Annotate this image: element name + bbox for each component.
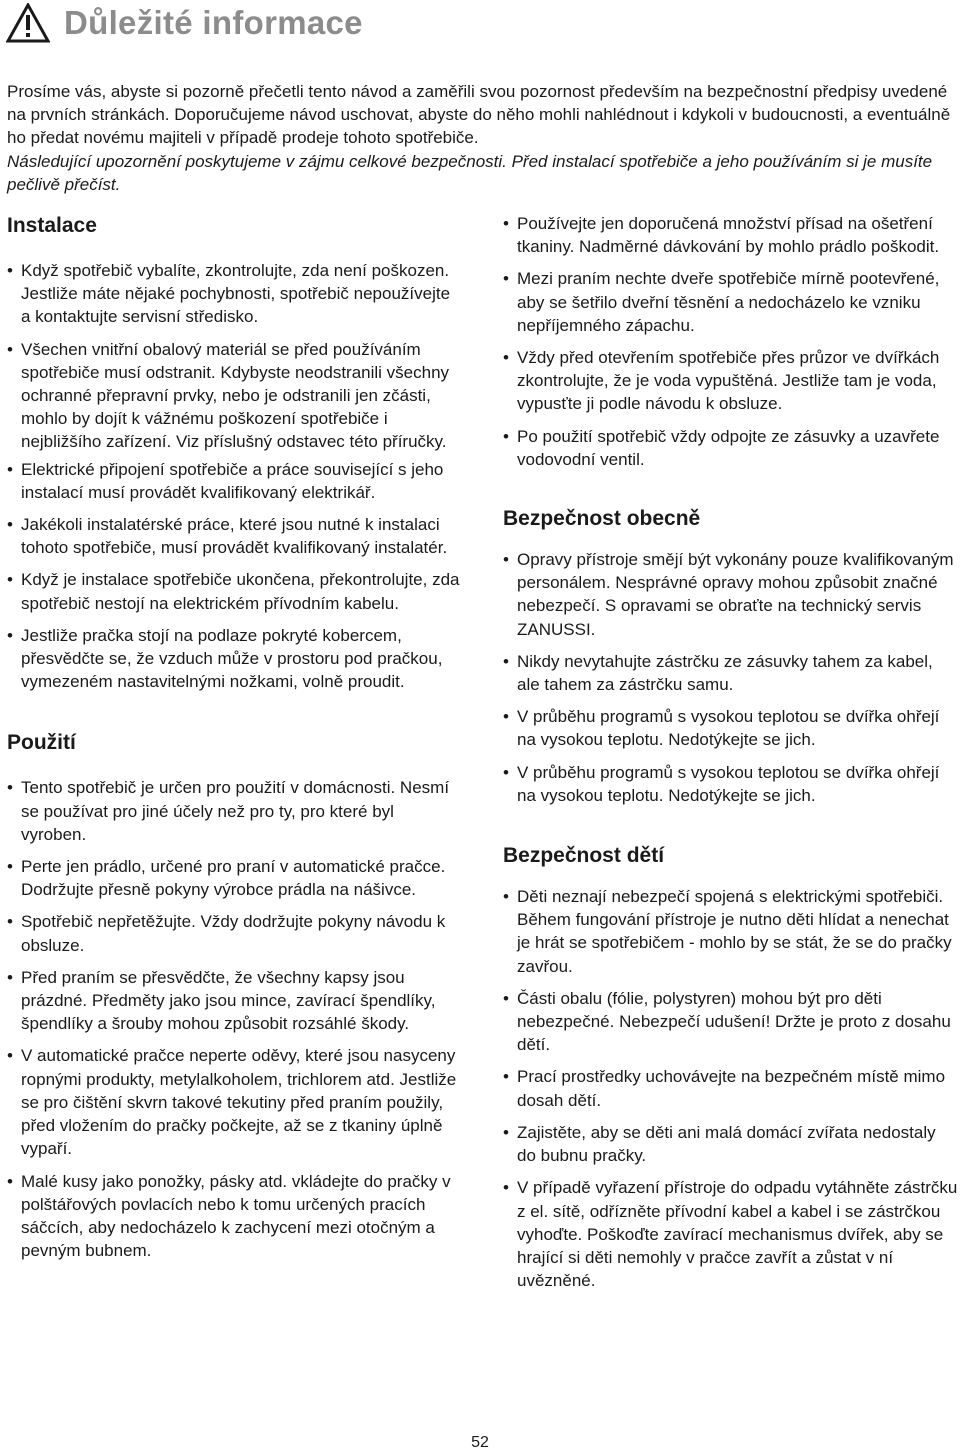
bullet: • bbox=[503, 988, 509, 1008]
bullet: • bbox=[503, 214, 509, 233]
page-title: Důležité informace bbox=[64, 4, 363, 41]
list-pouziti-continued bbox=[503, 212, 958, 471]
list-item-text: V průběhu programů s vysokou teplotou se dvířka ohřejí na vysokou teplotu. Nedotýkejte se jich. bbox=[517, 762, 940, 805]
list-item bbox=[7, 458, 462, 504]
bullet: • bbox=[503, 707, 509, 727]
list-item bbox=[503, 212, 958, 258]
section-heading-instalace: Instalace bbox=[7, 214, 97, 237]
list-item-text: Mezi praním nechte dveře spotřebiče mírně pootevřené, aby se šetřilo dveřní těsnění a nedocházelo ke vzniku nepříjemného zápachu. bbox=[517, 269, 940, 335]
bullet: • bbox=[7, 967, 13, 987]
list-item-text: Jakékoli instalatérské práce, které jsou nutné k instalaci tohoto spotřebiče, musí provádět kvalifikovaný instalatér. bbox=[21, 515, 448, 558]
list-item bbox=[503, 1121, 958, 1167]
list-item bbox=[7, 910, 462, 956]
bullet: • bbox=[503, 762, 509, 782]
bullet: • bbox=[503, 887, 509, 907]
list-item bbox=[7, 1044, 462, 1160]
bullet: • bbox=[503, 1178, 509, 1198]
bullet: • bbox=[503, 550, 509, 570]
list-item bbox=[503, 1065, 958, 1111]
bullet: • bbox=[7, 778, 13, 798]
bullet: • bbox=[7, 1046, 13, 1066]
list-item-text: Opravy přístroje smějí být vykonány pouze kvalifikovaným personálem. Nesprávné opravy mohou způsobit značné nebezpečí. S opravami se obraťte na technický servis ZANUSSI. bbox=[517, 550, 954, 639]
list-item-text: Když je instalace spotřebiče ukončena, překontrolujte, zda spotřebič nestojí na elektrickém přívodním kabelu. bbox=[21, 570, 460, 613]
right-column bbox=[503, 212, 958, 1301]
list-item-text: Zajistěte, aby se děti ani malá domácí zvířata nedostaly do bubnu pračky. bbox=[517, 1122, 936, 1166]
list-item-text: Když spotřebič vybalíte, zkontrolujte, zda není poškozen. Jestliže máte nějaké pochybnosti, spotřebič nepoužívejte a kontaktujte servisní středisko. bbox=[21, 261, 451, 327]
section-heading-bezpecnost-obecne: Bezpečnost obecně bbox=[503, 507, 701, 531]
section-heading-bezpecnost-deti: Bezpečnost dětí bbox=[503, 844, 665, 868]
list-instalace bbox=[7, 259, 462, 693]
list-item bbox=[7, 1170, 462, 1263]
list-item-text: Vždy před otevřením spotřebiče přes průzor ve dvířkách zkontrolujte, že je voda vypuštěná. Jestliže tam je voda, vypusťte ji podle návodu k obsluze. bbox=[517, 348, 940, 414]
list-item-text: Jestliže pračka stojí na podlaze pokryté kobercem, přesvědčte se, že vzduch může v prostoru pod pračkou, vymezeném nastavitelnými nožkami, volně proudit. bbox=[21, 625, 443, 692]
bullet: • bbox=[7, 570, 13, 590]
bullet: • bbox=[503, 1067, 509, 1087]
list-item bbox=[503, 1176, 958, 1292]
list-item bbox=[7, 624, 462, 694]
list-item bbox=[7, 966, 462, 1036]
list-item-text: Nikdy nevytahujte zástrčku ze zásuvky tahem za kabel, ale tahem za zástrčku samu. bbox=[517, 651, 933, 695]
bullet: • bbox=[7, 515, 13, 535]
list-item bbox=[503, 548, 958, 641]
list-item bbox=[7, 513, 462, 559]
list-item-text: Po použití spotřebič vždy odpojte ze zásuvky a uzavřete vodovodní ventil. bbox=[517, 426, 940, 469]
list-item-text: Děti neznají nebezpečí spojená s elektrickými spotřebiči. Během fungování přístroje je nutno děti hlídat a nenechat je hrát se spotřebičem - mohlo by se stát, že se do pračky zavřou. bbox=[517, 887, 952, 976]
list-bezpecnost-deti bbox=[503, 885, 958, 1292]
intro bbox=[7, 80, 957, 196]
list-item-text: Prací prostředky uchovávejte na bezpečném místě mimo dosah dětí. bbox=[517, 1067, 946, 1110]
page-number: 52 bbox=[471, 1434, 489, 1451]
list-item-text: Používejte jen doporučená množství přísad na ošetření tkaniny. Nadměrné dávkování by mohlo prádlo poškodit. bbox=[517, 214, 940, 257]
list-item bbox=[503, 705, 958, 751]
bullet: • bbox=[7, 339, 13, 359]
list-item-text: Perte jen prádlo, určené pro praní v automatické pračce. Dodržujte přesně pokyny výrobce prádla na nášivce. bbox=[21, 857, 446, 900]
list-pouziti bbox=[7, 776, 462, 1262]
list-item-text: Elektrické připojení spotřebiče a práce související s jeho instalací musí provádět kvalifikovaný elektrikář. bbox=[21, 459, 444, 502]
list-item bbox=[503, 987, 958, 1057]
bullet: • bbox=[7, 261, 13, 280]
list-item-text: V případě vyřazení přístroje do odpadu vytáhněte zástrčku z el. sítě, odřízněte přívodní kabel a kabel i se zástrčkou vyhoďte. Poškoďte zavírací mechanismus dvířek, aby se hrající si děti nemohly v pračce zavřít a zůstat v ní uvězněné. bbox=[517, 1178, 958, 1291]
left-column bbox=[7, 212, 462, 1271]
bullet: • bbox=[7, 459, 13, 479]
list-bezpecnost-obecne bbox=[503, 548, 958, 807]
list-item bbox=[503, 425, 958, 471]
list-item bbox=[7, 338, 462, 454]
intro-safety-note: Následující upozornění poskytujeme v zájmu celkové bezpečnosti. Před instalací spotřebiče a jeho používáním si je musíte pečlivě přečíst. bbox=[7, 151, 933, 194]
bullet: • bbox=[503, 426, 509, 446]
list-item-text: Před praním se přesvědčte, že všechny kapsy jsou prázdné. Předměty jako jsou mince, zavírací špendlíky, špendlíky a šrouby mohou způsobit rozsáhlé škody. bbox=[21, 967, 436, 1034]
list-item bbox=[503, 650, 958, 696]
list-item bbox=[7, 259, 462, 329]
bullet: • bbox=[7, 857, 13, 877]
list-item bbox=[7, 568, 462, 614]
bullet: • bbox=[503, 269, 509, 289]
list-item-text: Části obalu (fólie, polystyren) mohou být pro děti nebezpečné. Nebezpečí udušení! Držte je proto z dosahu dětí. bbox=[517, 988, 951, 1055]
list-item-text: V automatické pračce neperte oděvy, které jsou nasyceny ropnými produkty, metylalkoholem, trichlorem atd. Jestliže se pro čištění skvrn takové tekutiny před praním použily, před vložením do pračky počkejte, až se z tkaniny úplně vypaří. bbox=[21, 1046, 457, 1159]
bullet: • bbox=[503, 651, 509, 671]
bullet: • bbox=[7, 1171, 13, 1191]
section-heading-pouziti: Použití bbox=[7, 731, 76, 755]
warning-triangle-icon bbox=[6, 3, 50, 43]
list-item-text: Všechen vnitřní obalový materiál se před používáním spotřebiče musí odstranit. Kdybyste neodstranili všechny ochranné přepravní prvky, nebo je odstranili jen zčásti, mohlo by dojít k vážnému poškození spotřebiče i nejbližšího zařízení. Viz příslušný odstavec této příručky. bbox=[21, 339, 450, 452]
list-item bbox=[503, 885, 958, 978]
bullet: • bbox=[7, 912, 13, 932]
list-item bbox=[503, 346, 958, 416]
list-item-text: Malé kusy jako ponožky, pásky atd. vkládejte do pračky v polštářových povlacích nebo k tomu určených pracích sáčcích, aby nedocházelo k zachycení mezi otočným a pevným bubnem. bbox=[21, 1171, 451, 1261]
list-item bbox=[7, 855, 462, 901]
list-item bbox=[7, 776, 462, 846]
list-item-text: Spotřebič nepřetěžujte. Vždy dodržujte pokyny návodu k obsluze. bbox=[21, 912, 446, 955]
list-item bbox=[503, 267, 958, 337]
page-header bbox=[6, 2, 363, 44]
bullet: • bbox=[503, 1122, 509, 1142]
list-item-text: V průběhu programů s vysokou teplotou se dvířka ohřejí na vysokou teplotu. Nedotýkejte se jich. bbox=[517, 707, 940, 750]
list-item bbox=[503, 761, 958, 807]
list-item-text: Tento spotřebič je určen pro použití v domácnosti. Nesmí se používat pro jiné účely než pro ty, pro které byl vyroben. bbox=[21, 778, 450, 844]
bullet: • bbox=[503, 348, 509, 368]
bullet: • bbox=[7, 625, 13, 645]
intro-paragraph: Prosíme vás, abyste si pozorně přečetli tento návod a zaměřili svou pozornost především na bezpečnostní předpisy uvedené na prvních stránkách. Doporučujeme návod uschovat, abyste do něho mohli nahlédnout i kdykoli v budoucnosti, a eventuálně ho předat novému majiteli v případě prodeje tohoto spotřebiče. bbox=[7, 82, 951, 148]
